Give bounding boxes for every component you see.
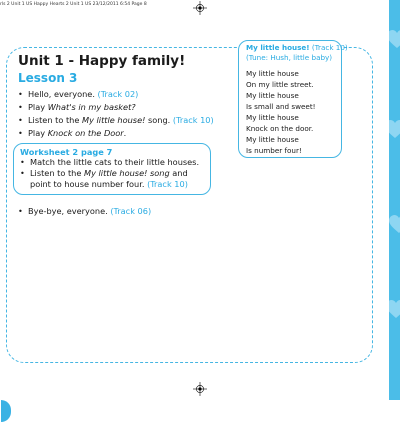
- track-reference: (Track 10): [172, 115, 214, 125]
- decorative-side-strip: [389, 0, 400, 400]
- list-item: • Listen to the My little house! song and point to house number four. (Track 10): [20, 168, 210, 190]
- unit-title: Unit 1 - Happy family!: [18, 53, 186, 69]
- song-lyrics: [246, 68, 341, 156]
- track-reference: (Track 10): [147, 179, 188, 189]
- list-item: • Hello, everyone. (Track 02): [18, 88, 248, 101]
- list-item: • Bye-bye, everyone. (Track 06): [18, 205, 151, 218]
- track-reference: (Track 02): [97, 89, 139, 99]
- worksheet-title: Worksheet 2 page 7: [20, 147, 113, 157]
- list-item: • Play Knock on the Door.: [18, 127, 248, 140]
- song-lyrics-box: [238, 40, 348, 158]
- lyric-line: Knock on the door.: [246, 124, 314, 133]
- lyric-line: Is small and sweet!: [246, 102, 316, 111]
- song-title-reference: My little house!: [82, 115, 146, 125]
- lyric-line: On my little street.: [246, 80, 314, 89]
- song-title: My little house! (Track 10): [246, 43, 348, 52]
- list-item: • Match the little cats to their little houses.: [20, 157, 210, 168]
- song-tune: (Tune: Hush, little baby): [246, 52, 333, 62]
- heart-icon: [389, 215, 400, 235]
- print-slug-line: rls 2 Unit 1 US Happy Hearts 2 Unit 1 US 23/12/2011 6:54 Page 8: [0, 2, 147, 7]
- heart-icon: [389, 300, 400, 320]
- lyric-line: My little house: [246, 135, 299, 144]
- lyric-line: My little house: [246, 69, 299, 78]
- lyric-line: My little house: [246, 91, 299, 100]
- track-reference: (Track 06): [110, 206, 152, 216]
- lyric-line: My little house: [246, 113, 299, 122]
- activity-list: [18, 88, 248, 140]
- list-item: • Play What's in my basket?: [18, 101, 248, 114]
- game-title: Knock on the Door: [47, 128, 124, 138]
- registration-mark-bottom: [193, 382, 207, 396]
- heart-icon: [389, 120, 400, 140]
- worksheet-list: [20, 157, 210, 190]
- page-edge-tab: [1, 400, 11, 422]
- lesson-title: Lesson 3: [18, 71, 78, 85]
- heart-icon: [389, 30, 400, 50]
- closing-list: [18, 205, 151, 218]
- lyric-line: Is number four!: [246, 146, 302, 155]
- list-item: • Listen to the My little house! song. (Track 10): [18, 114, 248, 127]
- registration-mark-top: [193, 1, 207, 15]
- game-title: What's in my basket?: [47, 102, 136, 112]
- worksheet-box: [13, 143, 211, 195]
